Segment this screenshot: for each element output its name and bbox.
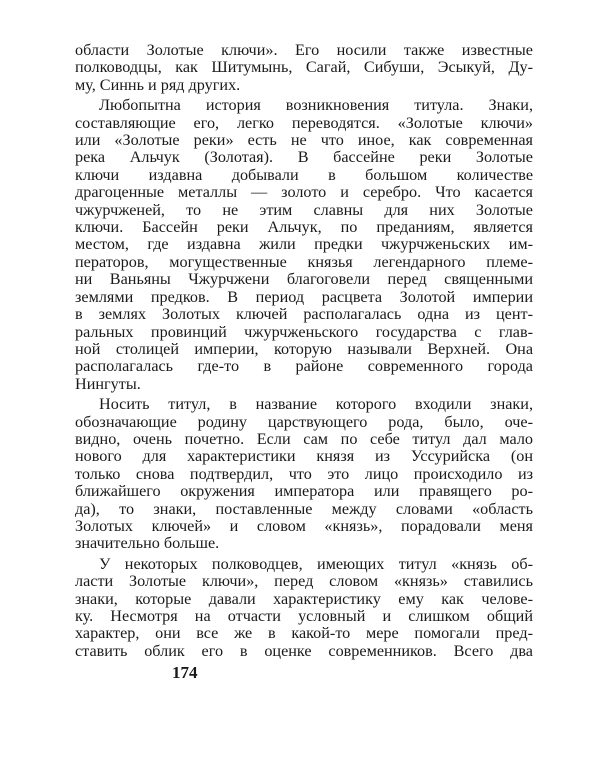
text-line: ни Ваньяны Чжурчжени благоговели перед священными [75, 270, 533, 289]
text-line: Нингуты. [75, 374, 141, 393]
text-line: полководцы, как Шитумынь, Сагай, Сибуши, Эсыкуй, Ду- [75, 58, 533, 77]
text-line: в землях Золотых ключей располагалась одна из цент- [75, 305, 533, 324]
paragraph [75, 97, 533, 393]
text-line: видно, очень почетно. Если сам по себе титул дал мало [75, 429, 533, 448]
text-line: значительно больше. [75, 534, 220, 553]
text-line: знаки, которые давали характеристику ему как челове- [75, 589, 533, 608]
text-line: характер, они все же в какой-то мере помогали пред- [75, 624, 533, 643]
text-line: ближайшего окружения императора или правящего ро- [75, 482, 533, 501]
paragraph [75, 396, 533, 553]
text-line: или «Золотые реки» есть не что иное, как современная [75, 131, 533, 150]
text-line: ператоров, могущественные князья легендарного племе- [75, 252, 533, 271]
page-number: 174 [172, 663, 198, 682]
text-line: только снова подтвердил, что это лицо происходило из [75, 464, 533, 483]
paragraph [75, 42, 533, 94]
text-line: располагалась где-то в районе современного города [75, 357, 533, 376]
text-line: землями предков. В период расцвета Золотой империи [75, 287, 533, 306]
paragraph [75, 556, 533, 660]
text-line: му, Синнь и ряд других. [75, 75, 241, 94]
text-line: ключи. Бассейн реки Альчук, по преданиям, является [75, 218, 533, 237]
text-line: обозначающие родину царствующего рода, было, оче- [75, 412, 533, 431]
text-line: да), то знаки, поставленные между словами «область [75, 499, 533, 518]
text-line: У некоторых полководцев, имеющих титул «князь об- [99, 554, 533, 573]
page-text [75, 42, 533, 663]
text-line: составляющие его, легко переводятся. «Золотые ключи» [75, 113, 533, 132]
text-line: река Альчук (Золотая). В бассейне реки Золотые [75, 148, 533, 167]
text-line: Золотых ключей» и словом «князь», порадовали меня [75, 516, 533, 535]
text-line: чжурчженей, то не этим славны для них Золотые [75, 200, 533, 219]
text-line: ральных провинций чжурчженьского государства с глав- [75, 322, 533, 341]
text-line: ключи издавна добывали в большом количестве [75, 165, 533, 184]
text-line: ной столицей империи, которую называли Верхней. Она [75, 339, 533, 358]
text-line: ставить облик его в оценке современников. Всего два [75, 641, 533, 660]
text-line: Любопытна история возникновения титула. Знаки, [99, 96, 533, 115]
text-line: нового для характеристики князя из Уссурийска (он [75, 447, 533, 466]
text-line: драгоценные металлы — золото и серебро. Что касается [75, 183, 533, 202]
text-line: ку. Несмотря на отчасти условный и слишком общий [75, 607, 533, 625]
text-line: области Золотые ключи». Его носили также известные [75, 41, 533, 59]
text-line: местом, где издавна жили предки чжурчженьских им- [75, 235, 533, 254]
text-line: Носить титул, в название которого входили знаки, [99, 395, 533, 414]
text-line: ласти Золотые ключи», перед словом «князь» ставились [75, 572, 533, 591]
